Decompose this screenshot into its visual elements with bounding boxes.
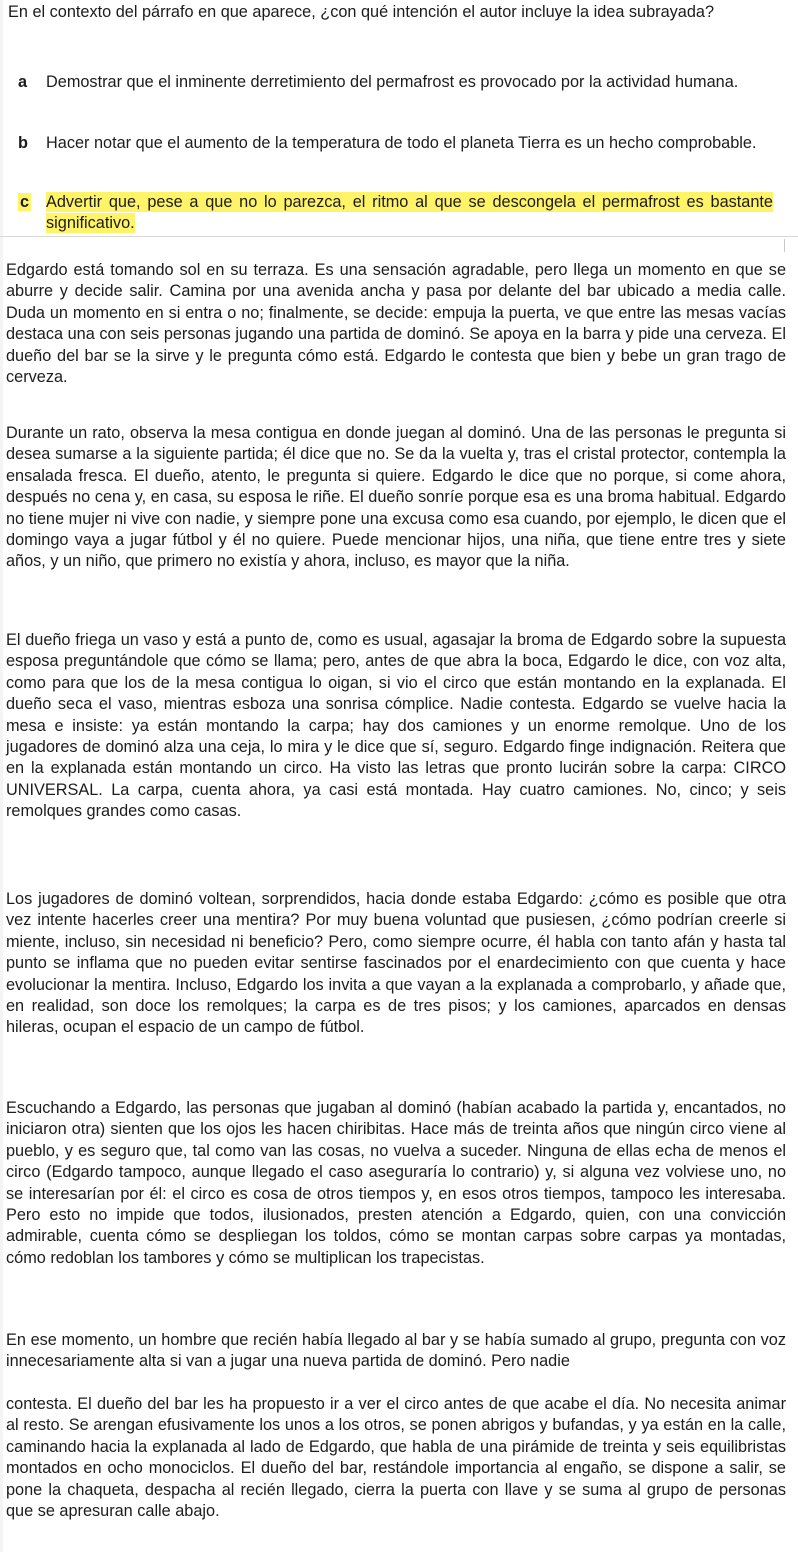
option-c-letter-wrap: [18, 192, 31, 213]
question-text: En el contexto del párrafo en que aparece, ¿con qué intención el autor incluye la idea subrayada?: [8, 3, 714, 21]
story-paragraph-5: Escuchando a Edgardo, las personas que jugaban al dominó (habían acabado la partida y, encantados, no iniciaron otra) sienten que los ojos les hacen chiribitas. Hace más de treinta años que ningún circo viene al pueblo, y es seguro que, tal como van las cosas, no vuelva a suceder. Ninguna de ellas echa de menos el circo (Edgardo tampoco, aunque llegado el caso aseguraría lo contrario) y, si alguna vez volviese uno, no se interesarían por él: el circo es cosa de otros tiempos y, en esos otros tiempos, tampoco les interesaba. Pero esto no impide que todos, ilusionados, presten atención a Edgardo, quien, con una convicción admirable, cuenta cómo se despliegan los toldos, cómo se montan carpas sobre carpas ya montadas, cómo redoblan los tambores y cómo se multiplican los trapecistas.: [6, 1099, 786, 1267]
scan-mark: [784, 239, 785, 252]
story-paragraph-2: Durante un rato, observa la mesa contigua en donde juegan al dominó. Una de las personas le pregunta si desea sumarse a la siguiente partida; él dice que no. Se da la vuelta y, tras el cristal protector, contempla la ensalada fresca. El dueño, atento, le pregunta si quiere. Edgardo le dice que no porque, si come ahora, después no cena y, en casa, su esposa le riñe. El dueño sonríe porque esa es una broma habitual. Edgardo no tiene mujer ni vive con nadie, y siempre pone una excusa como esa cuando, por ejemplo, le dicen que el domingo vaya a jugar fútbol y él no quiere. Puede mencionar hijos, una niña, que tiene entre tres y siete años, y un niño, que primero no existía y ahora, incluso, es mayor que la niña.: [6, 424, 786, 571]
story-paragraph-1: Edgardo está tomando sol en su terraza. Es una sensación agradable, pero llega un momento en que se aburre y decide salir. Camina por una avenida ancha y pasa por delante del bar ubicado a media calle. Duda un momento en si entra o no; finalmente, se decide: empuja la puerta, ve que entre las mesas vacías destaca una con seis personas jugando una partida de dominó. Se apoya en la barra y pide una cerveza. El dueño del bar se la sirve y le pregunta cómo está. Edgardo le contesta que bien y bebe un gran trago de cerveza.: [6, 261, 786, 387]
option-b-letter: b: [18, 134, 28, 152]
story-paragraph-7: contesta. El dueño del bar les ha propuesto ir a ver el circo antes de que acabe el día. No necesita animar al resto. Se arengan efusivamente los unos a los otros, se ponen abrigos y bufandas, y ya están en la calle, caminando hacia la explanada al lado de Edgardo, que habla de una pirámide de treinta y seis equilibristas montados en ocho monociclos. El dueño del bar, restándole importancia al engaño, se dispone a salir, se pone la chaqueta, despacha al recién llegado, cierra la puerta con llave y se suma al grupo de personas que se apresuran calle abajo.: [6, 1395, 786, 1521]
story-paragraph-6: En ese momento, un hombre que recién había llegado al bar y se había sumado al grupo, pregunta con voz innecesariamente alta si van a jugar una nueva partida de dominó. Pero nadie: [6, 1331, 786, 1371]
option-c-letter: c: [20, 193, 30, 211]
section-divider: [0, 236, 798, 237]
story-paragraph-4: Los jugadores de dominó voltean, sorprendidos, hacia donde estaba Edgardo: ¿cómo es posible que otra vez intente hacerles creer una mentira? Por muy buena voluntad que pusiesen, ¿cómo podrían creerle si miente, incluso, sin necesidad ni beneficio? Pero, como siempre ocurre, él habla con tanto afán y hasta tal punto se inflama que no pueden evitar sentirse fascinados por el enardecimiento con que cuenta y hace evolucionar la mentira. Incluso, Edgardo los invita a que vayan a la explanada a comprobarlo, y añade que, en realidad, son doce los remolques; la carpa es de tres pisos; y los camiones, aparcados en densas hileras, ocupan el espacio de un campo de fútbol.: [6, 890, 786, 1037]
option-b-text: Hacer notar que el aumento de la temperatura de todo el planeta Tierra es un hecho comprobable.: [46, 134, 757, 152]
option-a-text: Demostrar que el inminente derretimiento del permafrost es provocado por la actividad humana.: [46, 73, 739, 91]
option-a-letter: a: [18, 73, 28, 91]
scan-edge: [0, 0, 3, 1552]
story-paragraph-3: El dueño friega un vaso y está a punto de, como es usual, agasajar la broma de Edgardo sobre la supuesta esposa preguntándole que cómo se llama; pero, antes de que abra la boca, Edgardo le dice, con voz alta, como para que los de la mesa contigua lo oigan, si vio el circo que están montando en la explanada. El dueño seca el vaso, mientras esboza una sonrisa cómplice. Nadie contesta. Edgardo se vuelve hacia la mesa e insiste: ya están montando la carpa; hay dos camiones y un enorme remolque. Uno de los jugadores de dominó alza una ceja, lo mira y le dice que sí, seguro. Edgardo finge indignación. Reitera que en la explanada están montando un circo. Ha visto las letras que pronto lucirán sobre la carpa: CIRCO UNIVERSAL. La carpa, cuenta ahora, ya casi está montada. Hay cuatro camiones. No, cinco; y seis remolques grandes como casas.: [6, 631, 786, 821]
option-c-text-wrap: [46, 192, 773, 234]
option-c-text: Advertir que, pese a que no lo parezca, el ritmo al que se descongela el permafrost es bastante significativo.: [46, 193, 773, 232]
